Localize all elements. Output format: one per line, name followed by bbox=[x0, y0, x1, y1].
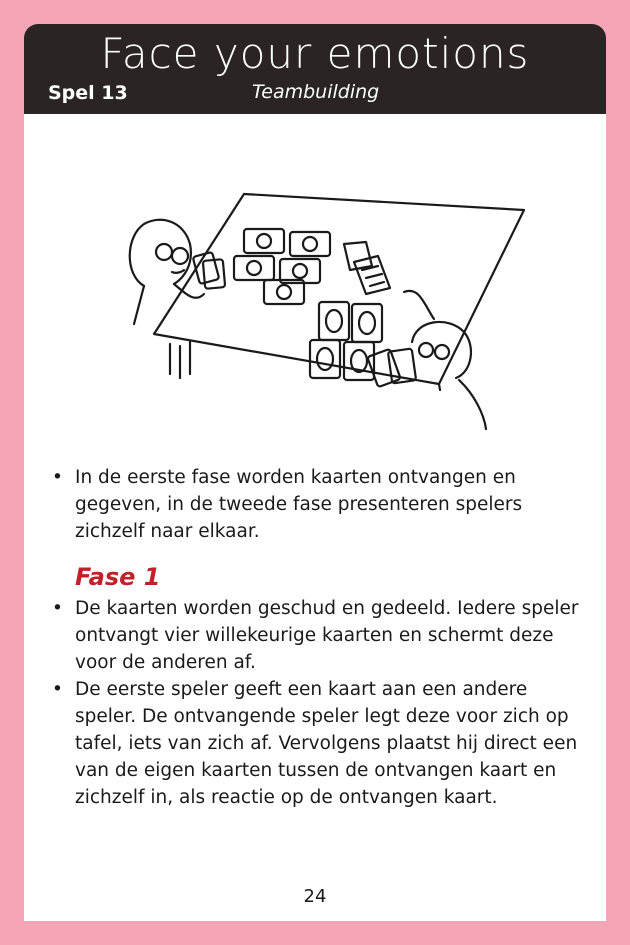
header-bar bbox=[24, 24, 606, 114]
page-number: 24 bbox=[303, 886, 327, 907]
page-title: Face your emotions bbox=[100, 29, 530, 78]
emotion-cards-icon bbox=[234, 229, 390, 380]
intro-list bbox=[48, 464, 588, 545]
player-right-icon bbox=[367, 291, 486, 429]
game-number: Spel 13 bbox=[48, 82, 128, 104]
rules-content bbox=[48, 464, 588, 811]
illustration-card-game bbox=[104, 174, 544, 444]
phase-heading: Fase 1 bbox=[75, 563, 161, 591]
list-item: • De eerste speler geeft een kaart aan een andere speler. De ontvangende speler legt deze voor zich op tafel, iets van zich af. Vervolgens plaatst hij direct een van de eigen kaarten tussen de ontvangen kaart en zichzelf in, als reactie op de ontvangen kaart. bbox=[48, 676, 588, 811]
game-category: Teambuilding bbox=[252, 81, 380, 103]
player-left-icon bbox=[130, 220, 225, 324]
game-card bbox=[24, 24, 606, 921]
phase1-list bbox=[48, 595, 588, 811]
list-item: • In de eerste fase worden kaarten ontvangen en gegeven, in de tweede fase presenteren spelers zichzelf naar elkaar. bbox=[48, 464, 588, 545]
list-item: • De kaarten worden geschud en gedeeld. Iedere speler ontvangt vier willekeurige kaarten en schermt deze voor de anderen af. bbox=[48, 595, 588, 676]
